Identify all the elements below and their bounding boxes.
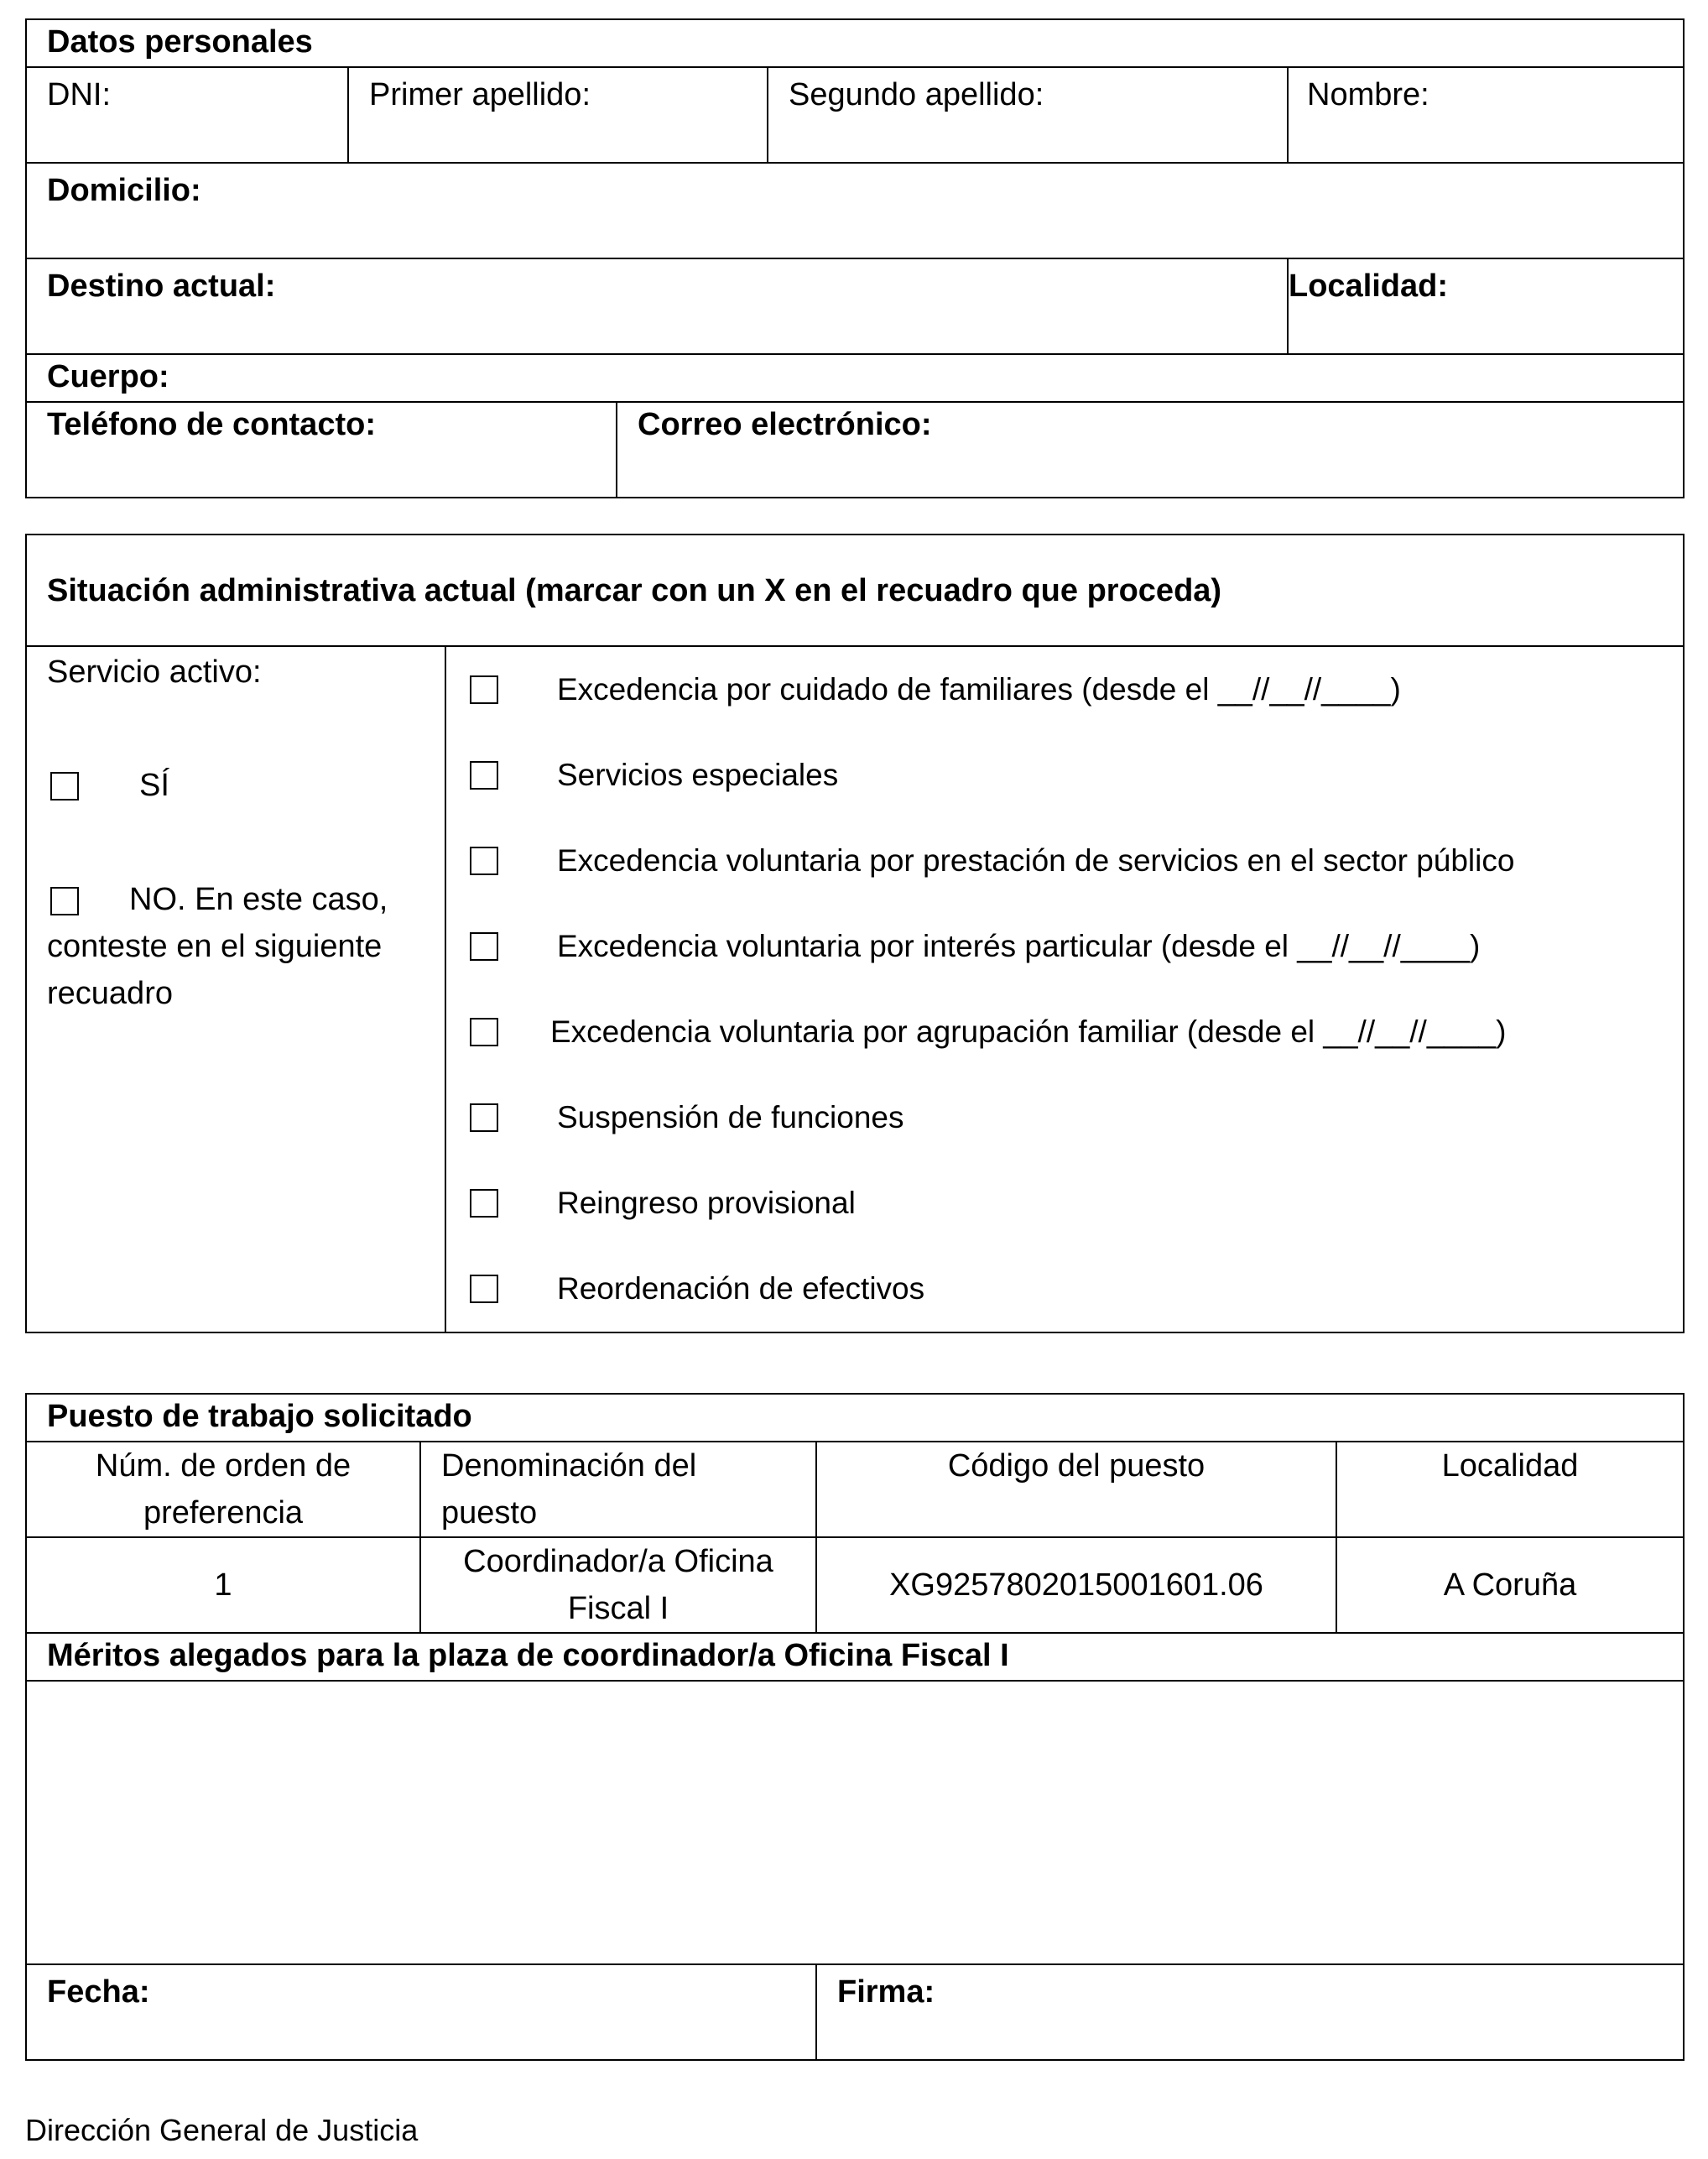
meritos-header bbox=[26, 1633, 1684, 1681]
col-header-localidad bbox=[1336, 1442, 1684, 1537]
datos-personales-title: Datos personales bbox=[47, 24, 313, 60]
cell-localidad bbox=[1336, 1537, 1684, 1633]
domicilio-field[interactable] bbox=[26, 163, 1684, 258]
situacion-option[interactable] bbox=[446, 818, 1683, 904]
datos-personales-header bbox=[26, 19, 1684, 67]
destino-actual-field[interactable] bbox=[26, 258, 1288, 354]
cuerpo-label: Cuerpo: bbox=[47, 359, 169, 394]
checkbox[interactable] bbox=[470, 1275, 498, 1303]
situacion-option-label: Excedencia voluntaria por agrupación familiar (desde el __//__//____) bbox=[550, 1014, 1507, 1049]
option-no[interactable] bbox=[27, 876, 445, 1017]
datos-personales-table bbox=[25, 18, 1685, 498]
meritos-field[interactable] bbox=[26, 1681, 1684, 1964]
situacion-options-list bbox=[446, 647, 1683, 1332]
situacion-option[interactable] bbox=[446, 1246, 1683, 1332]
col-header-localidad-label: Localidad bbox=[1441, 1448, 1579, 1484]
fecha-field[interactable] bbox=[26, 1964, 816, 2060]
cuerpo-field[interactable] bbox=[26, 354, 1684, 402]
checkbox[interactable] bbox=[470, 1018, 498, 1046]
table-row bbox=[26, 1537, 1684, 1633]
situacion-option[interactable] bbox=[446, 1160, 1683, 1246]
checkbox[interactable] bbox=[470, 761, 498, 790]
cell-denominacion-value: Coordinador/a Oficina Fiscal I bbox=[463, 1544, 773, 1626]
checkbox[interactable] bbox=[470, 675, 498, 704]
firma-field[interactable] bbox=[816, 1964, 1684, 2060]
col-header-denominacion-label: Denominación del puesto bbox=[441, 1448, 697, 1531]
situacion-option-label: Reingreso provisional bbox=[557, 1186, 856, 1220]
correo-field[interactable] bbox=[617, 402, 1684, 498]
cell-denominacion bbox=[420, 1537, 816, 1633]
nombre-field[interactable] bbox=[1288, 67, 1684, 163]
nombre-label: Nombre: bbox=[1307, 77, 1429, 112]
checkbox[interactable] bbox=[470, 1103, 498, 1132]
situacion-options-cell bbox=[445, 646, 1684, 1332]
situacion-option[interactable] bbox=[446, 647, 1683, 733]
telefono-label: Teléfono de contacto: bbox=[47, 407, 376, 442]
col-header-denominacion bbox=[420, 1442, 816, 1537]
dni-label: DNI: bbox=[47, 77, 111, 112]
localidad-label: Localidad: bbox=[1289, 269, 1449, 304]
checkbox-si[interactable] bbox=[50, 772, 79, 800]
destino-actual-label: Destino actual: bbox=[47, 269, 276, 304]
col-header-orden bbox=[26, 1442, 420, 1537]
servicio-activo-label: Servicio activo: bbox=[47, 654, 262, 690]
situacion-option[interactable] bbox=[446, 1075, 1683, 1160]
correo-label: Correo electrónico: bbox=[638, 407, 932, 442]
situacion-option-label: Excedencia por cuidado de familiares (desde el __//__//____) bbox=[557, 672, 1401, 707]
segundo-apellido-label: Segundo apellido: bbox=[789, 77, 1044, 112]
telefono-field[interactable] bbox=[26, 402, 617, 498]
fecha-label: Fecha: bbox=[47, 1974, 150, 2010]
situacion-option-label: Suspensión de funciones bbox=[557, 1100, 904, 1134]
col-header-codigo bbox=[816, 1442, 1336, 1537]
cell-localidad-value: A Coruña bbox=[1443, 1567, 1577, 1603]
situacion-option-label: Reordenación de efectivos bbox=[557, 1271, 925, 1306]
col-header-orden-label: Núm. de orden de preferencia bbox=[95, 1448, 351, 1531]
situacion-option-label: Excedencia voluntaria por prestación de servicios en el sector público bbox=[557, 843, 1515, 878]
option-no-label-first: NO. En este caso, bbox=[129, 882, 388, 917]
cell-codigo bbox=[816, 1537, 1336, 1633]
checkbox[interactable] bbox=[470, 1189, 498, 1218]
situacion-option[interactable] bbox=[446, 989, 1683, 1075]
puesto-header bbox=[26, 1394, 1684, 1442]
domicilio-label: Domicilio: bbox=[47, 173, 201, 208]
meritos-title: Méritos alegados para la plaza de coordinador/a Oficina Fiscal I bbox=[47, 1638, 1009, 1673]
puesto-table bbox=[25, 1393, 1685, 2061]
puesto-title: Puesto de trabajo solicitado bbox=[47, 1399, 472, 1434]
primer-apellido-field[interactable] bbox=[348, 67, 768, 163]
situacion-option-label: Excedencia voluntaria por interés particular (desde el __//__//____) bbox=[557, 929, 1481, 963]
servicio-activo-cell bbox=[26, 646, 445, 1332]
segundo-apellido-field[interactable] bbox=[768, 67, 1288, 163]
situacion-title: Situación administrativa actual (marcar con un X en el recuadro que proceda) bbox=[47, 572, 1222, 608]
situacion-administrativa-table bbox=[25, 534, 1685, 1333]
situacion-option[interactable] bbox=[446, 733, 1683, 818]
option-si-label: SÍ bbox=[139, 768, 169, 803]
col-header-codigo-label: Código del puesto bbox=[947, 1448, 1205, 1484]
localidad-field[interactable] bbox=[1288, 258, 1684, 354]
situacion-option-label: Servicios especiales bbox=[557, 758, 839, 792]
option-no-label-rest: conteste en el siguiente recuadro bbox=[47, 929, 383, 1011]
option-si[interactable] bbox=[27, 768, 445, 804]
cell-codigo-value: XG9257802015001601.06 bbox=[889, 1567, 1263, 1603]
cell-orden-value: 1 bbox=[214, 1567, 232, 1603]
dni-field[interactable] bbox=[26, 67, 348, 163]
situacion-header bbox=[26, 535, 1684, 646]
firma-label: Firma: bbox=[837, 1974, 935, 2010]
primer-apellido-label: Primer apellido: bbox=[369, 77, 591, 112]
checkbox[interactable] bbox=[470, 847, 498, 875]
cell-orden bbox=[26, 1537, 420, 1633]
situacion-option[interactable] bbox=[446, 904, 1683, 989]
checkbox-no[interactable] bbox=[50, 887, 79, 915]
footer-text: Dirección General de Justicia bbox=[25, 2113, 419, 2147]
checkbox[interactable] bbox=[470, 932, 498, 961]
